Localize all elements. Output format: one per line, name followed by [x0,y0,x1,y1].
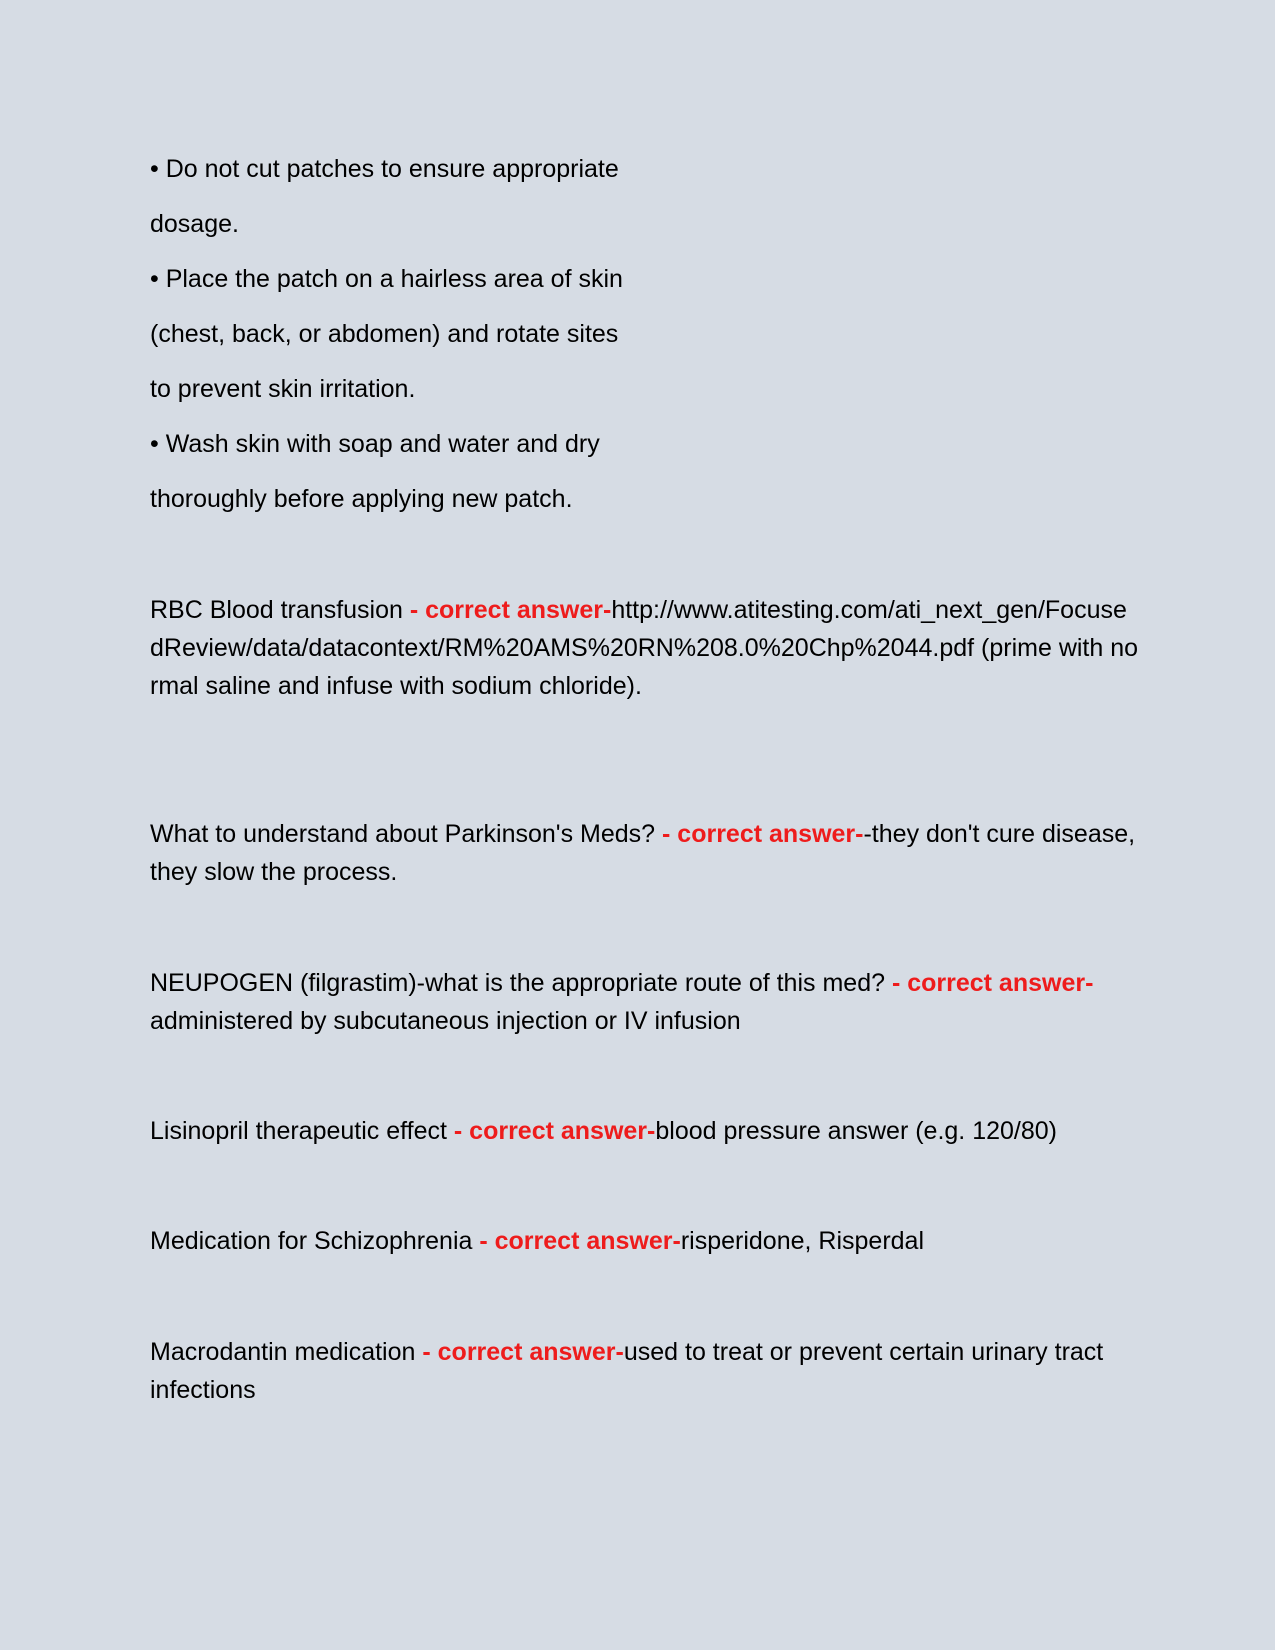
answer-text: risperidone, Risperdal [680,1227,925,1255]
answer-text: http://www.atitesting.com/ati_next_gen/FocusedReview/data/datacontext/RM%20AMS%20RN%208.0%20Chp%2044.pdf (prime with normal saline and infuse with sodium chloride). [150,596,1139,700]
question-text: NEUPOGEN (filgrastim)-what is the appropriate route of this med? [150,969,892,997]
correct-answer-marker: - correct answer- [409,596,612,624]
question-text: What to understand about Parkinson's Meds? [150,820,663,848]
qa-item-schizophrenia [150,1222,1140,1260]
question-text: Medication for Schizophrenia [150,1227,480,1255]
patch-instruction-line: • Wash skin with soap and water and dry [150,430,600,458]
qa-item-macrodantin [150,1333,1140,1409]
qa-item-neupogen [150,964,1140,1040]
patch-instruction-line: thoroughly before applying new patch. [150,485,573,513]
correct-answer-marker: - correct answer- [479,1227,681,1255]
correct-answer-marker: - correct answer- [453,1117,656,1145]
correct-answer-marker: - correct answer- [662,820,864,848]
answer-text: -they don't cure disease, they slow the process. [150,820,1136,886]
question-text: RBC Blood transfusion [150,596,410,624]
question-text: Lisinopril therapeutic effect [150,1117,454,1145]
patch-instruction-line: • Do not cut patches to ensure appropriate [150,155,619,183]
qa-item-lisinopril [150,1112,1140,1150]
correct-answer-marker: - correct answer- [891,969,1094,997]
answer-text: administered by subcutaneous injection or IV infusion [150,1007,741,1035]
patch-instruction-line: dosage. [150,210,239,238]
answer-text: used to treat or prevent certain urinary tract infections [150,1338,1104,1404]
correct-answer-marker: - correct answer- [422,1338,624,1366]
qa-item-rbc-transfusion [150,591,1140,705]
qa-item-parkinsons-meds [150,815,1140,891]
answer-text: blood pressure answer (e.g. 120/80) [655,1117,1057,1145]
document-page [150,0,1150,1650]
patch-instruction-line: (chest, back, or abdomen) and rotate sites [150,320,619,348]
patch-instruction-line: to prevent skin irritation. [150,375,416,403]
patch-instruction-line: • Place the patch on a hairless area of skin [150,265,623,293]
question-text: Macrodantin medication [150,1338,423,1366]
